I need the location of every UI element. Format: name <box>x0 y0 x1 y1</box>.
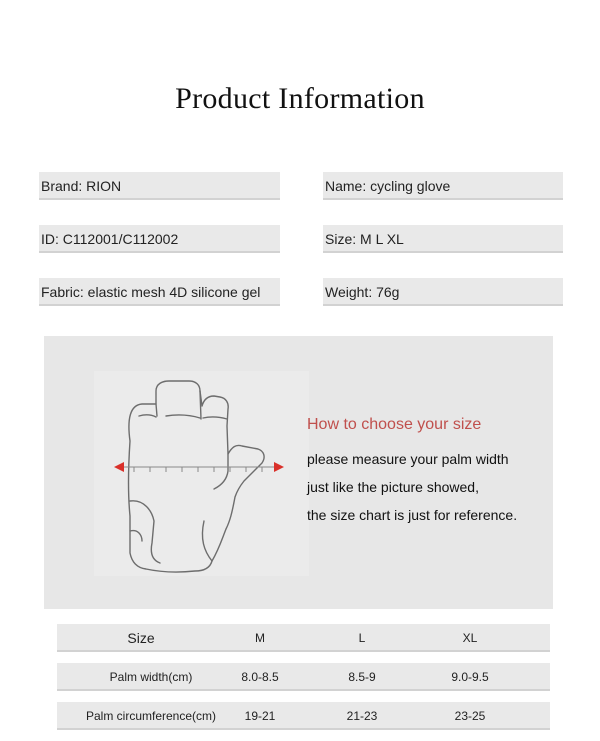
row-label: Palm circumference(cm) <box>85 709 217 723</box>
table-row <box>57 702 550 730</box>
weight-field: Weight: 76g <box>323 278 563 306</box>
name-field: Name: cycling glove <box>323 172 563 200</box>
cell-m: 8.0-8.5 <box>241 670 279 684</box>
size-header-label: Size <box>127 630 155 646</box>
size-guide-line: please measure your palm width <box>307 451 509 467</box>
row-label: Palm width(cm) <box>109 670 193 684</box>
cell-xl: 9.0-9.5 <box>451 670 489 684</box>
glove-outline-icon <box>94 371 309 576</box>
fabric-field: Fabric: elastic mesh 4D silicone gel <box>39 278 280 306</box>
sizing-guide-panel <box>44 336 553 609</box>
size-guide-heading: How to choose your size <box>307 416 482 433</box>
size-guide-line: just like the picture showed, <box>307 479 479 495</box>
cell-l: 21-23 <box>346 709 378 723</box>
cell-m: 19-21 <box>244 709 276 723</box>
id-field: ID: C112001/C112002 <box>39 225 280 253</box>
cell-l: 8.5-9 <box>348 670 376 684</box>
page-title: Product Information <box>175 82 425 115</box>
size-guide-line: the size chart is just for reference. <box>307 507 518 523</box>
measure-arrow-icon <box>114 462 284 472</box>
brand-field: Brand: RION <box>39 172 280 200</box>
size-table-header <box>57 624 550 652</box>
size-field: Size: M L XL <box>323 225 563 253</box>
size-header-l: L <box>358 631 366 645</box>
size-header-m: M <box>255 631 265 645</box>
glove-illustration <box>94 371 309 576</box>
table-row <box>57 663 550 691</box>
size-header-xl: XL <box>462 631 478 645</box>
cell-xl: 23-25 <box>454 709 486 723</box>
